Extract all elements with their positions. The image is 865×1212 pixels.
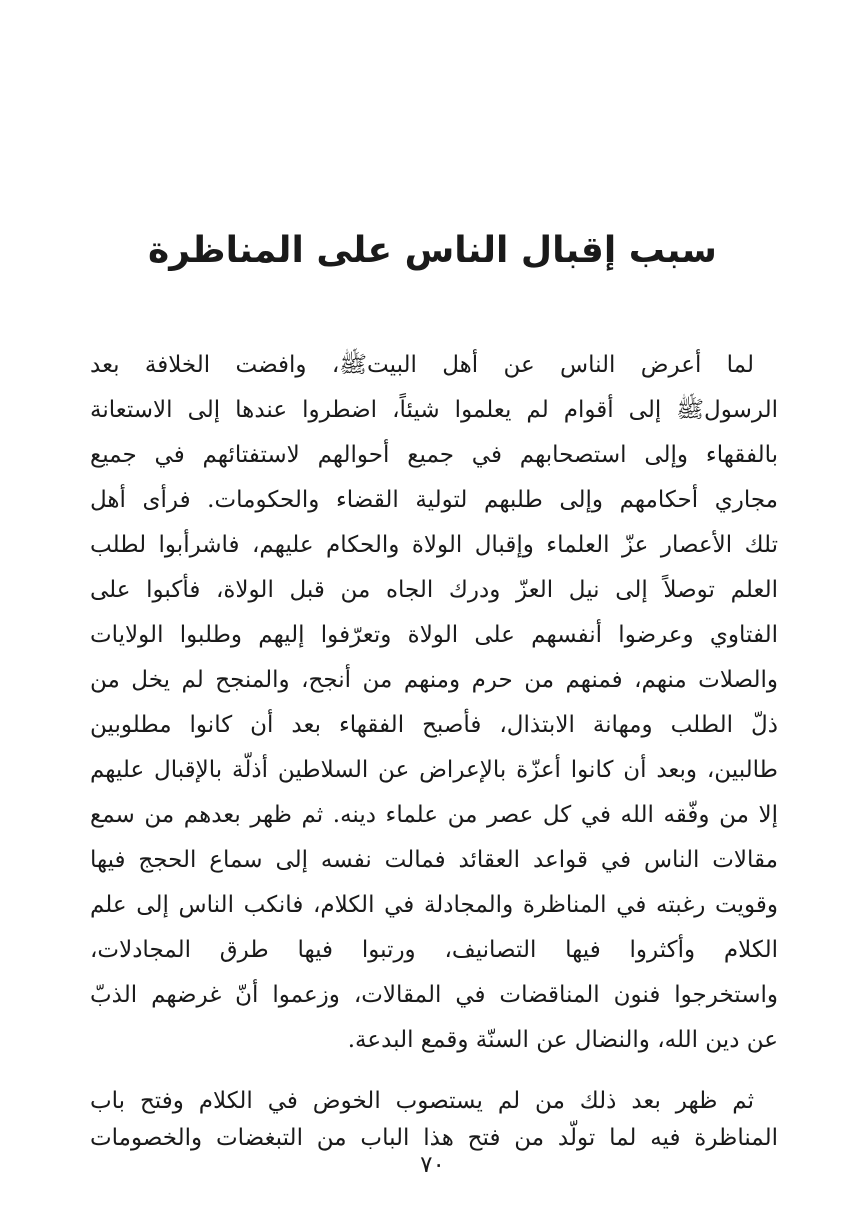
page-number: ٧٠ xyxy=(420,1152,445,1178)
text-line: واستخرجوا فنون المناقضات في المقالات، وزعموا أنّ غرضهم الذبّ xyxy=(90,982,778,1008)
text-line: الفتاوي وعرضوا أنفسهم على الولاة وتعرّفوا إليهم وطلبوا الولايات xyxy=(90,622,778,648)
text-line: ذلّ الطلب ومهانة الابتذال، فأصبح الفقهاء بعد أن كانوا مطلوبين xyxy=(90,712,778,738)
text-line: لما أعرض الناس عن أهل البيتﷺ، وافضت الخلافة بعد xyxy=(90,352,754,378)
text-line: عن دين الله، والنضال عن السنّة وقمع البدعة. xyxy=(347,1027,778,1053)
text-line: بالفقهاء وإلى استصحابهم في جميع أحوالهم لاستفتائهم في جميع xyxy=(90,442,778,468)
text-line: والصلات منهم، فمنهم من حرم ومنهم من أنجح، والمنجح لم يخل من xyxy=(90,667,778,693)
text-line: الكلام وأكثروا فيها التصانيف، ورتبوا فيها طرق المجادلات، xyxy=(90,937,778,963)
text-line: مقالات الناس في قواعد العقائد فمالت نفسه إلى سماع الحجج فيها xyxy=(90,847,778,873)
text-line: العلم توصلاً إلى نيل العزّ ودرك الجاه من قبل الولاة، فأكبوا على xyxy=(90,577,778,603)
text-line: المناظرة فيه لما تولّد من فتح هذا الباب من التبغضات والخصومات xyxy=(90,1125,778,1151)
text-line: مجاري أحكامهم وإلى طلبهم لتولية القضاء والحكومات. فرأى أهل xyxy=(90,487,778,513)
text-line: إلا من وفّقه الله في كل عصر من علماء دينه. ثم ظهر بعدهم من سمع xyxy=(90,802,778,828)
text-line: ثم ظهر بعد ذلك من لم يستصوب الخوض في الكلام وفتح باب xyxy=(90,1088,754,1114)
text-line: الرسولﷺ إلى أقوام لم يعلموا شيئاً، اضطروا عندها إلى الاستعانة xyxy=(90,397,778,423)
text-line: وقويت رغبته في المناظرة والمجادلة في الكلام، فانكب الناس إلى علم xyxy=(90,892,778,918)
text-line: تلك الأعصار عزّ العلماء وإقبال الولاة والحكام عليهم، فاشرأبوا لطلب xyxy=(90,532,778,558)
text-line: طالبين، وبعد أن كانوا أعزّة بالإعراض عن السلاطين أذلّة بالإقبال عليهم xyxy=(90,757,778,783)
chapter-title: سبب إقبال الناس على المناظرة xyxy=(148,230,717,271)
